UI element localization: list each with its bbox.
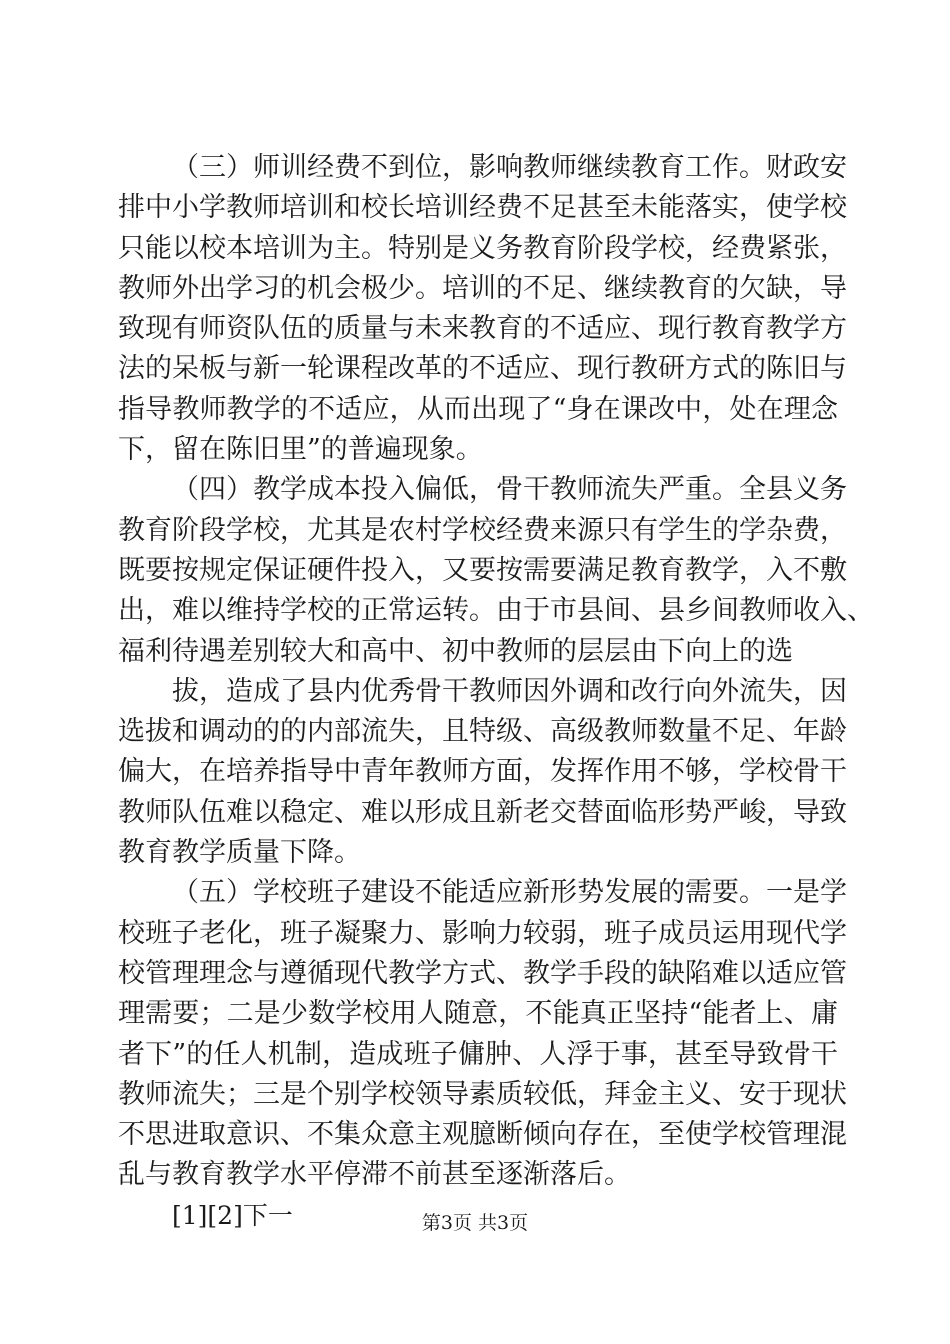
text-line: 出，难以维持学校的正常运转。由于市县间、县乡间教师收入、 (118, 595, 874, 627)
text-line: （三）师训经费不到位，影响教师继续教育工作。财政安 (172, 152, 847, 183)
text-line: 者下”的任人机制，造成班子傭肿、人浮于事，甚至导致骨干 (118, 1038, 838, 1070)
page-number: 第3页 共3页 (421, 1212, 529, 1234)
text-line: 不思进取意识、不集众意主观臆断倾向存在，至使学校管理混 (118, 1119, 847, 1151)
text-line: 福利待遇差别较大和高中、初中教师的层层由下向上的选 (118, 635, 793, 667)
text-line: 教育阶段学校，尤其是农村学校经费来源只有学生的学杂费， (118, 514, 847, 546)
text-line: 校管理理念与遵循现代教学方式、教学手段的缺陷难以适应管 (118, 957, 847, 989)
text-line: 教育教学质量下降。 (118, 837, 361, 869)
text-line: 教师外出学习的机会极少。培训的不足、继续教育的欠缺，导 (118, 272, 847, 304)
text-line: 教师队伍难以稳定、难以形成且新老交替面临形势严峻，导致 (118, 796, 847, 828)
text-line: 排中小学教师培训和校长培训经费不足甚至未能落实，使学校 (118, 192, 847, 224)
text-line: 拔，造成了县内优秀骨干教师因外调和改行向外流失，因 (172, 675, 847, 707)
page-link-2[interactable]: [2] (207, 1200, 243, 1230)
next-page-link[interactable]: 下一 (242, 1200, 293, 1230)
text-line: （四）教学成本投入偏低，骨干教师流失严重。全县义务 (172, 474, 847, 506)
text-line: 法的呆板与新一轮课程改革的不适应、现行教研方式的陈旧与 (118, 353, 847, 385)
text-line: 校班子老化，班子凝聚力、影响力较弱，班子成员运用现代学 (118, 917, 847, 949)
text-line: 致现有师资队伍的质量与未来教育的不适应、现行教育教学方 (118, 313, 847, 345)
text-line: 下，留在陈旧里”的普遍现象。 (118, 434, 483, 466)
page-link-1[interactable]: [1] (172, 1200, 208, 1230)
text-line: 选拔和调动的的内部流失，且特级、高级教师数量不足、年龄 (118, 716, 847, 748)
text-line: 偏大，在培养指导中青年教师方面，发挥作用不够，学校骨干 (118, 756, 847, 788)
text-line: 乱与教育教学水平停滞不前甚至逐渐落后。 (118, 1159, 631, 1191)
text-line: 只能以校本培训为主。特别是义务教育阶段学校，经费紧张， (118, 232, 847, 264)
text-line: 理需要；二是少数学校用人随意，不能真正坚持“能者上、庸 (118, 998, 838, 1030)
text-line: 既要按规定保证硬件投入，又要按需要满足教育教学，入不敷 (118, 554, 847, 586)
page-footer (0, 1211, 950, 1235)
text-line: 指导教师教学的不适应，从而出现了“身在课改中，处在理念 (118, 393, 838, 425)
text-line: （五）学校班子建设不能适应新形势发展的需要。一是学 (172, 877, 847, 909)
text-line: 教师流失；三是个别学校领导素质较低，拜金主义、安于现状 (118, 1078, 847, 1110)
document-body (118, 148, 874, 1236)
